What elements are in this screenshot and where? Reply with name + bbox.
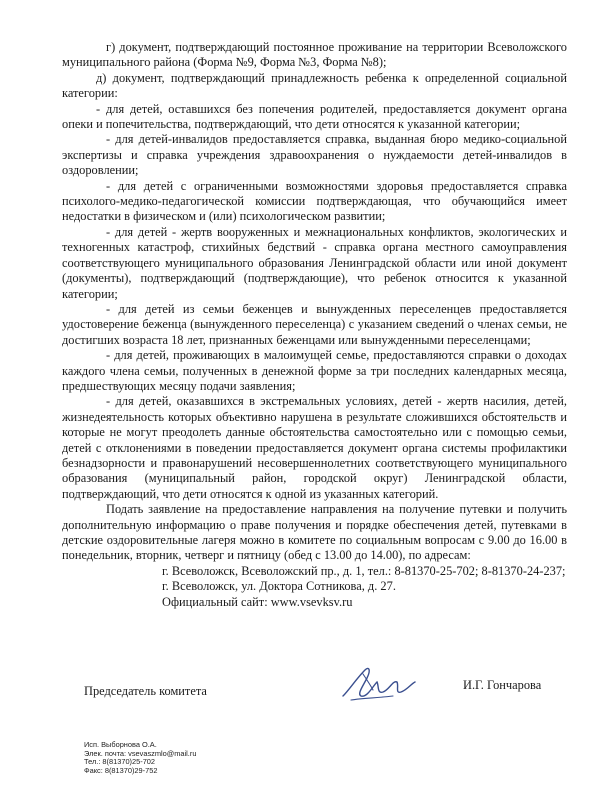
executor-fax: Факс: 8(81370)29-752 — [84, 766, 158, 776]
address-line-2: г. Всеволожск, ул. Доктора Сотникова, д. 27. — [162, 579, 396, 594]
paragraph-application-info: Подать заявление на предоставление направления на получение путевки и получить дополнительную информацию о праве получения и порядке обеспечения детей, путевками в детские оздоровительные лагеря можно в комитете по социальным вопросам с 9.00 до 16.00 в понедельник, вторник, четверг и пятницу (обед с 13.00 до 14.00), по адресам: — [62, 502, 567, 563]
executor-email: Элек. почта: vsevaszmlo@mail.ru — [84, 748, 197, 758]
signature-mark — [337, 660, 419, 706]
address-line-1: г. Всеволожск, Всеволожский пр., д. 1, тел.: 8-81370-25-702; 8-81370-24-237; — [162, 563, 566, 578]
signatory-name: И.Г. Гончарова — [463, 678, 542, 692]
document-body — [62, 40, 567, 610]
paragraph-item-g: г) документ, подтверждающий постоянное проживание на территории Всеволожского муниципального района (Форма №9, Форма №3, Форма №8); — [62, 40, 567, 70]
executor-name: Исп. Выборнова О.А. — [84, 740, 157, 749]
paragraph-conflict-victims: - для детей - жертв вооруженных и межнациональных конфликтов, экологических и техногенных катастроф, стихийных бедствий - справка органа местного самоуправления соответствующего муниципального образования Ленинградской области или иной документ (документы), подтверждающий (подтверждающие), что ребенок относится к указанной категории; — [62, 224, 567, 301]
paragraph-item-d: д) документ, подтверждающий принадлежность ребенка к определенной социальной категории: — [62, 70, 567, 101]
address-block — [62, 564, 567, 595]
signatory-title: Председатель комитета — [84, 684, 207, 698]
executor-footer — [84, 741, 196, 776]
paragraph-refugees: - для детей из семьи беженцев и вынужденных переселенцев предоставляется удостоверение беженца (вынужденного переселенца) с указанием сведений о членах семьи, не достигших возраста 18 лет, признанных беженцами или вынужденными переселенцами; — [62, 301, 567, 347]
paragraph-extreme-conditions: - для детей, оказавшихся в экстремальных условиях, детей - жертв насилия, детей, жизнедеятельность которых объективно нарушена в результате сложившихся обстоятельств и которые не могут преодолеть данные обстоятельства самостоятельно или с помощью семьи, детей с отклонениями в поведении предоставляется документ органа системы профилактики безнадзорности и правонарушений несовершеннолетних соответствующего муниципального образования (муниципальный район, городской округ) Ленинградской области, подтверждающий, что дети относятся к одной из указанных категорий. — [62, 394, 567, 501]
paragraph-low-income: - для детей, проживающих в малоимущей семье, предоставляются справки о доходах каждого члена семьи, полученных в денежной форме за три последних календарных месяца, предшествующих месяцу подачи заявления; — [62, 348, 567, 393]
website-line: Официальный сайт: www.vsevksv.ru — [162, 594, 353, 609]
executor-phone: Тел.: 8(81370)25-702 — [84, 757, 156, 767]
paragraph-orphans: - для детей, оставшихся без попечения родителей, предоставляется документ органа опеки и попечительства, подтверждающий, что дети относятся к указанной категории; — [62, 101, 567, 132]
paragraph-disabled-children: - для детей-инвалидов предоставляется справка, выданная бюро медико-социальной экспертизы и справка учреждения здравоохранения о нуждаемости детей-инвалидов в оздоровлении; — [62, 132, 567, 178]
paragraph-limited-health: - для детей с ограниченными возможностями здоровья предоставляется справка психолого-медико-педагогической комиссии подтверждающая, что обучающийся имеет недостатки в физическом и (или) психологическом развитии; — [62, 178, 567, 224]
